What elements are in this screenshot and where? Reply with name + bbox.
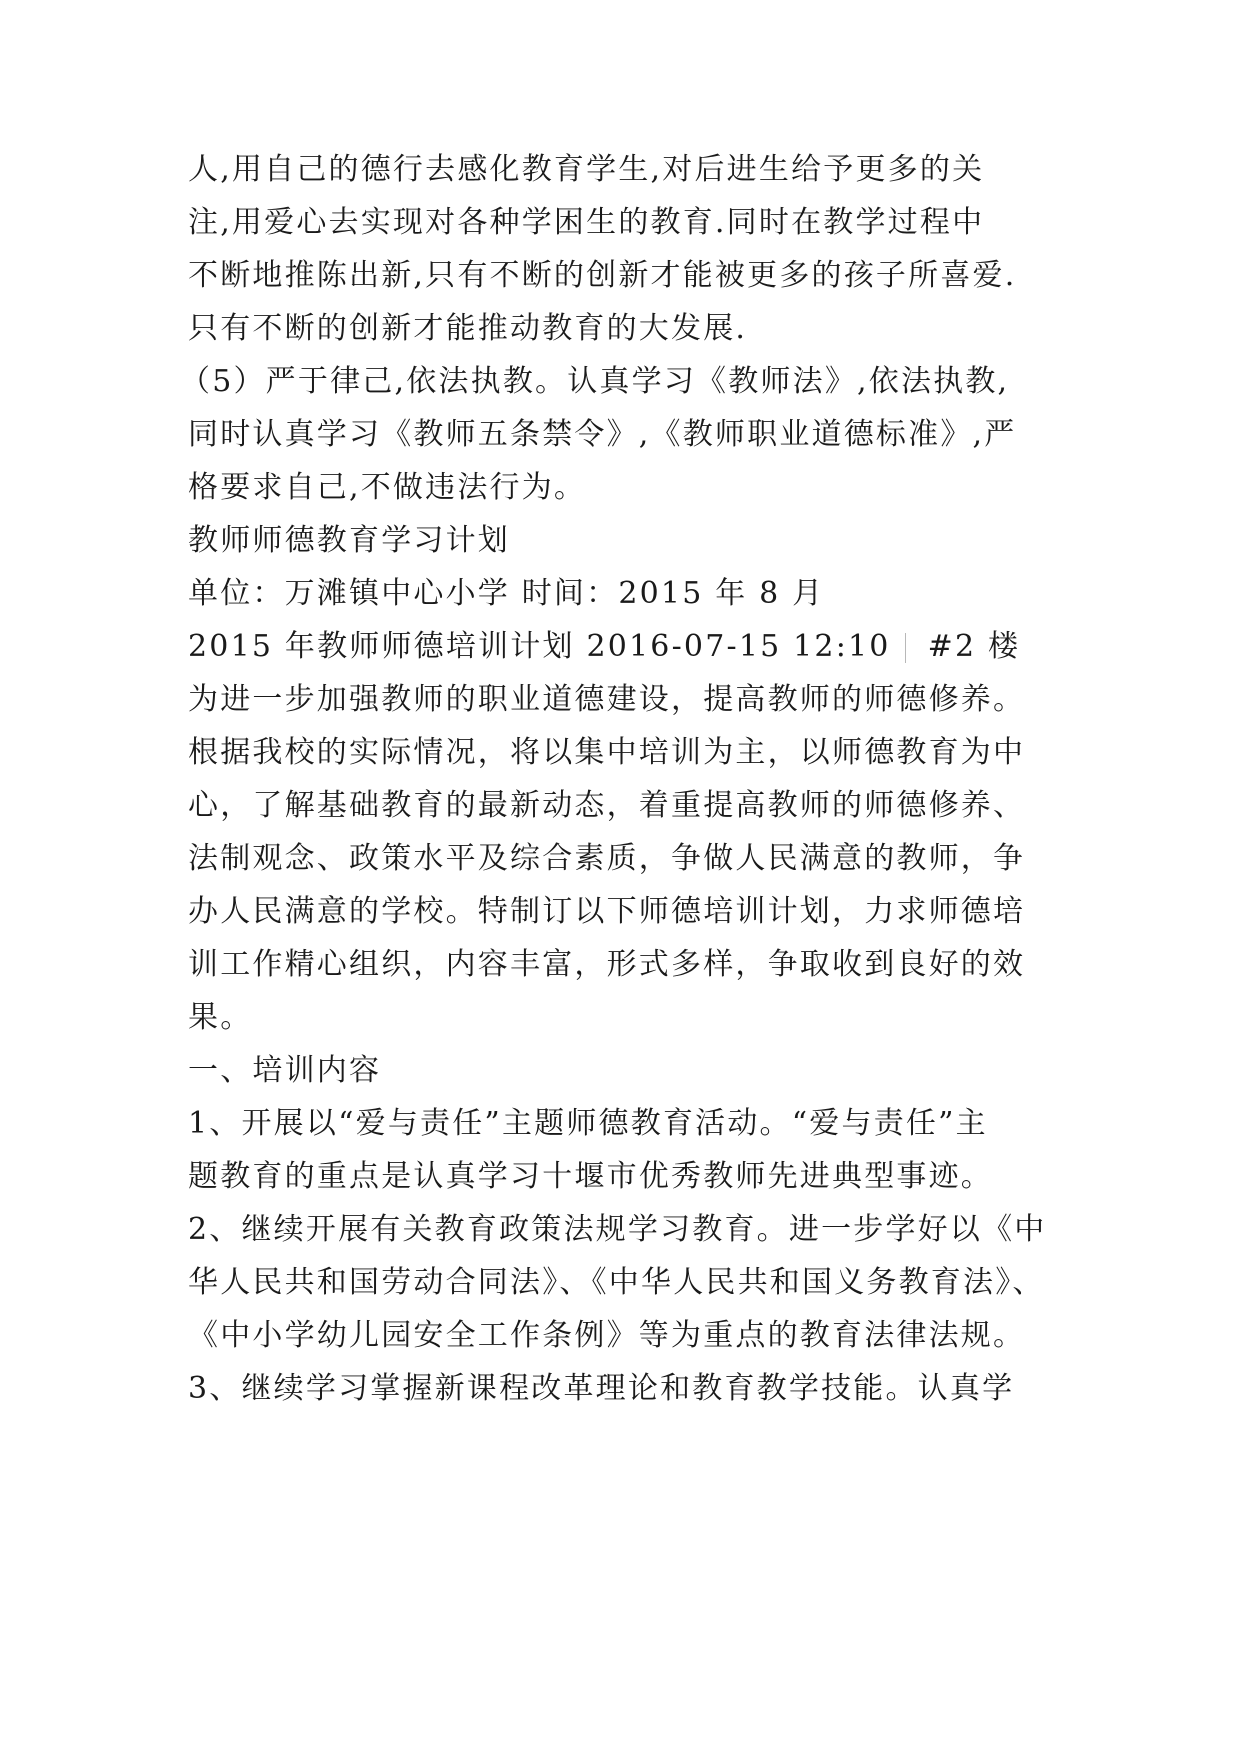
body-line: 华人民共和国劳动合同法》、《中华人民共和国义务教育法》、 xyxy=(188,1265,1045,1300)
body-line: 同时认真学习《教师五条禁令》,《教师职业道德标准》,严 xyxy=(188,417,1017,452)
list-item: 2、继续开展有关教育政策法规学习教育。进一步学好以《中 xyxy=(188,1212,1047,1247)
post-title: 2015 年教师师德培训计划 xyxy=(188,629,575,664)
section-heading: 一、培训内容 xyxy=(188,1053,382,1088)
meta-separator xyxy=(905,633,906,663)
body-line: 《中小学幼儿园安全工作条例》等为重点的教育法律法规。 xyxy=(188,1318,1026,1353)
post-floor: #2 楼 xyxy=(927,629,1021,664)
body-line: 注,用爱心去实现对各种学困生的教育.同时在教学过程中 xyxy=(188,205,985,240)
list-item: 3、继续学习掌握新课程改革理论和教育教学技能。认真学 xyxy=(188,1371,1015,1406)
post-meta-line xyxy=(188,627,1020,667)
post-datetime: 2016-07-15 12:10 xyxy=(586,629,891,664)
body-line: （5）严于律己,依法执教。认真学习《教师法》,依法执教, xyxy=(180,364,1010,399)
section-title: 教师师德教育学习计划 xyxy=(188,523,510,558)
list-item: 1、开展以“爱与责任”主题师德教育活动。“爱与责任”主 xyxy=(188,1106,988,1141)
body-line: 题教育的重点是认真学习十堰市优秀教师先进典型事迹。 xyxy=(188,1159,993,1194)
body-line: 为进一步加强教师的职业道德建设，提高教师的师德修养。 xyxy=(188,682,1026,717)
body-line: 人,用自己的德行去感化教育学生,对后进生给予更多的关 xyxy=(188,152,985,187)
body-line: 只有不断的创新才能推动教育的大发展. xyxy=(188,311,748,346)
unit-time-line: 单位：万滩镇中心小学 时间：2015 年 8 月 xyxy=(188,576,825,611)
body-line: 法制观念、政策水平及综合素质，争做人民满意的教师，争 xyxy=(188,841,1026,876)
body-line: 格要求自己,不做违法行为。 xyxy=(188,470,587,505)
body-line: 不断地推陈出新,只有不断的创新才能被更多的孩子所喜爱. xyxy=(188,258,1017,293)
body-line: 根据我校的实际情况，将以集中培训为主，以师德教育为中 xyxy=(188,735,1026,770)
body-line: 办人民满意的学校。特制订以下师德培训计划，力求师德培 xyxy=(188,894,1026,929)
body-line: 果。 xyxy=(188,1000,253,1035)
body-line: 心，了解基础教育的最新动态，着重提高教师的师德修养、 xyxy=(188,788,1026,823)
body-line: 训工作精心组织，内容丰富，形式多样，争取收到良好的效 xyxy=(188,947,1026,982)
